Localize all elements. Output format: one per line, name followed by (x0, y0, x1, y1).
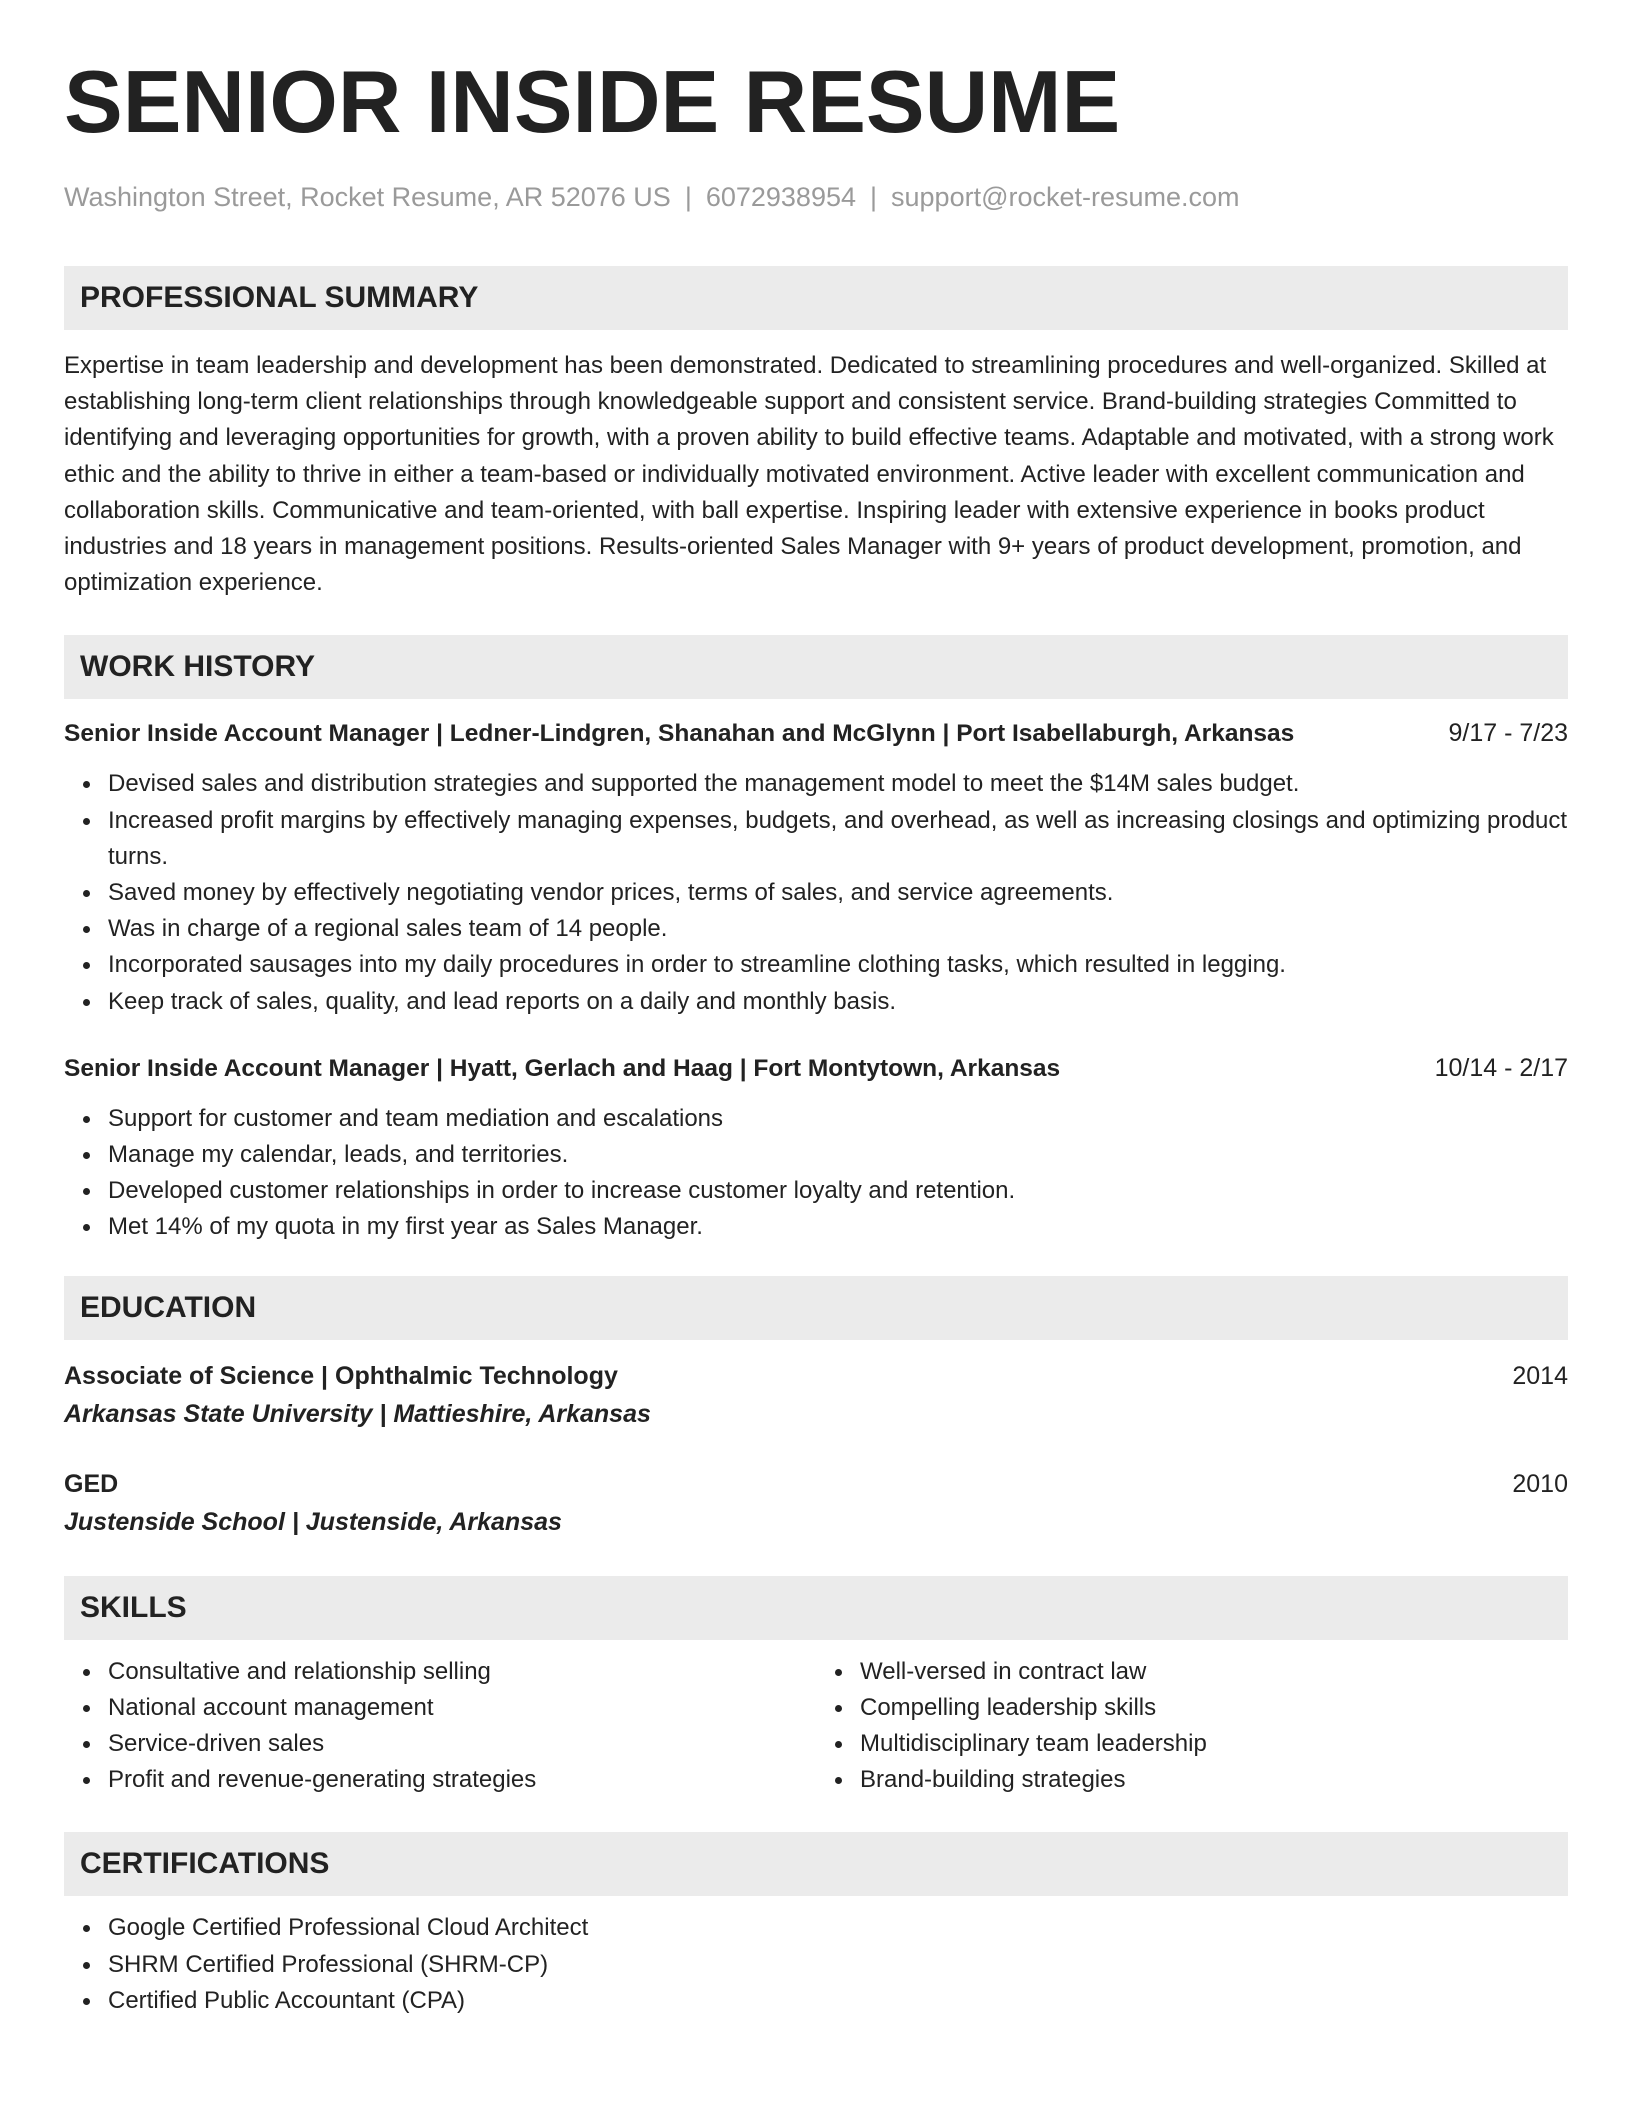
contact-email: support@rocket-resume.com (891, 182, 1240, 212)
certification-item: SHRM Certified Professional (SHRM-CP) (108, 1947, 1568, 1983)
skill-item: Consultative and relationship selling (108, 1654, 816, 1690)
job-bullets (64, 1101, 1568, 1246)
job-dates: 10/14 - 2/17 (1434, 1053, 1568, 1082)
education-year: 2010 (1512, 1469, 1568, 1498)
education-entry (64, 1358, 1568, 1432)
work-section-header (64, 635, 1568, 699)
job-bullet: Was in charge of a regional sales team of 14 people. (108, 911, 1568, 947)
contact-separator: | (870, 182, 878, 212)
education-heading: EDUCATION (80, 1290, 257, 1324)
job-bullet: Devised sales and distribution strategies and supported the management model to meet the $14M sales budget. (108, 766, 1568, 802)
skill-item: Service-driven sales (108, 1726, 816, 1762)
education-school: Justenside School | Justenside, Arkansas (64, 1507, 562, 1536)
job-bullet: Keep track of sales, quality, and lead reports on a daily and monthly basis. (108, 984, 1568, 1020)
summary-heading: PROFESSIONAL SUMMARY (80, 281, 479, 314)
work-heading: WORK HISTORY (80, 650, 316, 684)
skills-column-left (64, 1654, 816, 1799)
skills-section-header (64, 1576, 1568, 1640)
certifications-bullets (64, 1910, 1568, 2019)
skill-item: Compelling leadership skills (860, 1690, 1568, 1726)
job-entry (64, 1050, 1568, 1246)
resume-name: SENIOR INSIDE RESUME (64, 52, 1121, 151)
job-entry (64, 715, 1568, 1019)
certification-item: Certified Public Accountant (CPA) (108, 1983, 1568, 2019)
education-entry (64, 1466, 1568, 1540)
certification-item: Google Certified Professional Cloud Architect (108, 1910, 1568, 1946)
job-bullet: Manage my calendar, leads, and territories. (108, 1137, 1568, 1173)
job-bullet: Incorporated sausages into my daily procedures in order to streamline clothing tasks, which resulted in legging. (108, 947, 1568, 983)
job-dates: 9/17 - 7/23 (1448, 719, 1568, 748)
education-year: 2014 (1512, 1361, 1568, 1390)
skills-list (64, 1654, 1568, 1799)
contact-address: Washington Street, Rocket Resume, AR 52076 US (64, 182, 671, 212)
job-bullet: Increased profit margins by effectively managing expenses, budgets, and overhead, as well as increasing closings and optimizing product turns. (108, 803, 1568, 875)
skills-heading: SKILLS (80, 1590, 187, 1624)
contact-line (64, 180, 1568, 214)
contact-separator: | (684, 182, 692, 212)
job-title: Senior Inside Account Manager | Ledner-Lindgren, Shanahan and McGlynn | Port Isabellaburgh, Arkansas (64, 720, 1295, 748)
skills-column-right (816, 1654, 1568, 1799)
summary-text: Expertise in team leadership and development has been demonstrated. Dedicated to streamlining procedures and well-organized. Skilled at establishing long-term client relationships through knowledgeable support and consistent service. Brand-building strategies Committed to identifying and leveraging opportunities for growth, with a proven ability to build effective teams. Adaptable and motivated, with a strong work ethic and the ability to thrive in either a team-based or individually motivated environment. Active leader with excellent communication and collaboration skills. Communicative and team-oriented, with ball expertise. Inspiring leader with extensive experience in books product industries and 18 years in management positions. Results-oriented Sales Manager with 9+ years of product development, promotion, and optimization experience. (64, 352, 1554, 597)
skill-item: Multidisciplinary team leadership (860, 1726, 1568, 1762)
education-degree: GED (64, 1469, 119, 1498)
skill-item: Well-versed in contract law (860, 1654, 1568, 1690)
job-header (64, 715, 1568, 752)
skill-item: National account management (108, 1690, 816, 1726)
certifications-section-header (64, 1832, 1568, 1896)
education-degree: Associate of Science | Ophthalmic Technology (64, 1361, 618, 1390)
education-header (64, 1466, 1568, 1502)
certifications-heading: CERTIFICATIONS (80, 1847, 330, 1881)
job-bullet: Developed customer relationships in order to increase customer loyalty and retention. (108, 1173, 1568, 1209)
skill-item: Brand-building strategies (860, 1762, 1568, 1798)
skill-item: Profit and revenue-generating strategies (108, 1762, 816, 1798)
summary-section-header (64, 266, 1568, 330)
job-header (64, 1050, 1568, 1087)
job-bullet: Saved money by effectively negotiating vendor prices, terms of sales, and service agreements. (108, 875, 1568, 911)
education-header (64, 1358, 1568, 1394)
job-bullet: Met 14% of my quota in my first year as Sales Manager. (108, 1209, 1568, 1245)
contact-phone: 6072938954 (705, 182, 856, 212)
education-school: Arkansas State University | Mattieshire, Arkansas (64, 1399, 651, 1428)
job-bullet: Support for customer and team mediation and escalations (108, 1101, 1568, 1137)
certifications-list (64, 1910, 1568, 2019)
job-title: Senior Inside Account Manager | Hyatt, Gerlach and Haag | Fort Montytown, Arkansas (64, 1054, 1061, 1082)
education-section-header (64, 1276, 1568, 1340)
job-bullets (64, 766, 1568, 1019)
